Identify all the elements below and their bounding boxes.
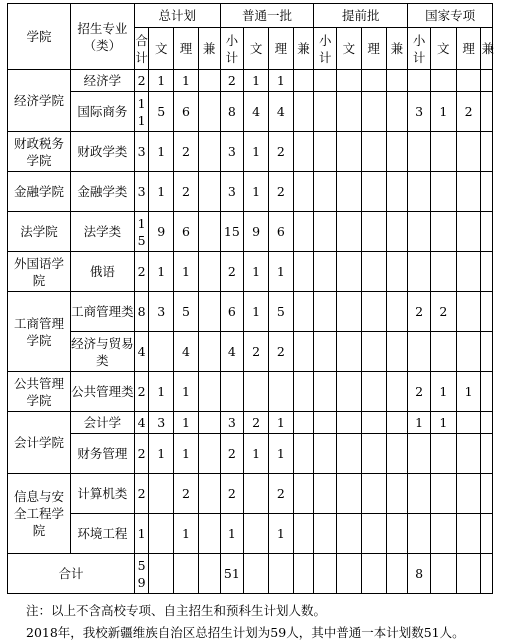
value-cell bbox=[337, 372, 362, 412]
value-cell bbox=[293, 132, 314, 172]
value-cell: 2 bbox=[134, 434, 148, 474]
total-cell bbox=[244, 554, 269, 594]
college-cell: 工商管理学院 bbox=[8, 292, 71, 372]
value-cell: 5 bbox=[174, 292, 199, 332]
total-cell: 59 bbox=[134, 554, 148, 594]
value-cell bbox=[481, 92, 493, 132]
value-cell: 9 bbox=[149, 212, 174, 252]
value-cell bbox=[198, 474, 220, 514]
value-cell bbox=[481, 514, 493, 554]
value-cell bbox=[293, 474, 314, 514]
value-cell bbox=[481, 70, 493, 92]
value-cell bbox=[293, 332, 314, 372]
value-cell bbox=[361, 434, 386, 474]
total-cell bbox=[149, 554, 174, 594]
value-cell bbox=[386, 372, 408, 412]
value-cell bbox=[361, 212, 386, 252]
value-cell: 2 bbox=[268, 474, 293, 514]
total-cell bbox=[174, 554, 199, 594]
table-row bbox=[8, 514, 493, 554]
value-cell bbox=[198, 132, 220, 172]
value-cell: 9 bbox=[244, 212, 269, 252]
value-cell bbox=[314, 172, 337, 212]
value-cell bbox=[481, 474, 493, 514]
value-cell bbox=[481, 434, 493, 474]
value-cell: 1 bbox=[149, 172, 174, 212]
value-cell: 15 bbox=[134, 212, 148, 252]
value-cell: 2 bbox=[408, 292, 431, 332]
value-cell: 1 bbox=[430, 92, 456, 132]
value-cell: 1 bbox=[174, 70, 199, 92]
value-cell bbox=[198, 412, 220, 434]
table-row bbox=[8, 70, 493, 92]
table-row bbox=[8, 434, 493, 474]
notes bbox=[4, 600, 504, 644]
header-sub: 文 bbox=[244, 28, 269, 70]
major-cell: 计算机类 bbox=[70, 474, 134, 514]
header-sub: 兼 bbox=[481, 28, 493, 70]
header-college: 学院 bbox=[8, 4, 71, 70]
header-sub: 理 bbox=[174, 28, 199, 70]
value-cell bbox=[314, 70, 337, 92]
value-cell bbox=[149, 474, 174, 514]
value-cell bbox=[337, 132, 362, 172]
value-cell bbox=[430, 252, 456, 292]
major-cell: 环境工程 bbox=[70, 514, 134, 554]
value-cell bbox=[430, 514, 456, 554]
value-cell: 6 bbox=[268, 212, 293, 252]
college-cell: 金融学院 bbox=[8, 172, 71, 212]
value-cell bbox=[386, 412, 408, 434]
header-sub: 文 bbox=[149, 28, 174, 70]
value-cell bbox=[456, 132, 481, 172]
value-cell: 3 bbox=[220, 172, 244, 212]
value-cell: 1 bbox=[149, 252, 174, 292]
value-cell bbox=[198, 332, 220, 372]
major-cell: 财务管理 bbox=[70, 434, 134, 474]
value-cell bbox=[337, 514, 362, 554]
header-major: 招生专业（类） bbox=[70, 4, 134, 70]
value-cell: 1 bbox=[456, 372, 481, 412]
value-cell: 6 bbox=[220, 292, 244, 332]
value-cell bbox=[361, 92, 386, 132]
value-cell: 1 bbox=[268, 514, 293, 554]
value-cell bbox=[361, 332, 386, 372]
value-cell bbox=[198, 70, 220, 92]
value-cell bbox=[314, 132, 337, 172]
value-cell: 11 bbox=[134, 92, 148, 132]
header-group: 提前批 bbox=[314, 4, 408, 28]
college-cell: 信息与安全工程学院 bbox=[8, 474, 71, 554]
header-group: 总计划 bbox=[134, 4, 220, 28]
value-cell bbox=[293, 514, 314, 554]
total-cell bbox=[386, 554, 408, 594]
header-sub: 理 bbox=[361, 28, 386, 70]
value-cell: 1 bbox=[268, 70, 293, 92]
value-cell bbox=[430, 434, 456, 474]
header-group: 普通一批 bbox=[220, 4, 314, 28]
value-cell: 1 bbox=[408, 412, 431, 434]
college-cell: 外国语学院 bbox=[8, 252, 71, 292]
total-cell bbox=[198, 554, 220, 594]
header-sub: 兼 bbox=[293, 28, 314, 70]
value-cell: 3 bbox=[149, 292, 174, 332]
value-cell bbox=[386, 132, 408, 172]
value-cell: 2 bbox=[134, 372, 148, 412]
value-cell bbox=[361, 372, 386, 412]
value-cell bbox=[198, 514, 220, 554]
value-cell bbox=[481, 412, 493, 434]
value-cell bbox=[293, 372, 314, 412]
value-cell: 8 bbox=[134, 292, 148, 332]
enrollment-plan-table bbox=[7, 3, 493, 594]
major-cell: 公共管理类 bbox=[70, 372, 134, 412]
total-cell: 8 bbox=[408, 554, 431, 594]
value-cell bbox=[361, 292, 386, 332]
major-cell: 会计学 bbox=[70, 412, 134, 434]
header-sub: 兼 bbox=[386, 28, 408, 70]
value-cell bbox=[293, 212, 314, 252]
value-cell bbox=[481, 332, 493, 372]
value-cell bbox=[456, 514, 481, 554]
value-cell bbox=[361, 252, 386, 292]
total-cell bbox=[314, 554, 337, 594]
table-row bbox=[8, 172, 493, 212]
value-cell bbox=[386, 332, 408, 372]
table-row bbox=[8, 332, 493, 372]
value-cell bbox=[361, 474, 386, 514]
total-cell bbox=[268, 554, 293, 594]
value-cell: 4 bbox=[174, 332, 199, 372]
value-cell bbox=[481, 372, 493, 412]
value-cell bbox=[314, 212, 337, 252]
value-cell bbox=[430, 332, 456, 372]
value-cell bbox=[386, 172, 408, 212]
value-cell bbox=[314, 92, 337, 132]
value-cell: 1 bbox=[174, 372, 199, 412]
value-cell: 2 bbox=[430, 292, 456, 332]
value-cell: 1 bbox=[244, 172, 269, 212]
value-cell bbox=[198, 372, 220, 412]
value-cell: 6 bbox=[174, 212, 199, 252]
value-cell bbox=[408, 332, 431, 372]
header-sub: 理 bbox=[456, 28, 481, 70]
value-cell: 1 bbox=[174, 252, 199, 292]
header-row bbox=[8, 4, 493, 28]
value-cell bbox=[481, 252, 493, 292]
value-cell bbox=[198, 92, 220, 132]
table-row bbox=[8, 92, 493, 132]
value-cell: 1 bbox=[149, 372, 174, 412]
value-cell bbox=[408, 70, 431, 92]
major-cell: 金融学类 bbox=[70, 172, 134, 212]
total-cell bbox=[456, 554, 481, 594]
total-cell bbox=[481, 554, 493, 594]
value-cell: 4 bbox=[220, 332, 244, 372]
college-cell: 公共管理学院 bbox=[8, 372, 71, 412]
value-cell: 1 bbox=[174, 412, 199, 434]
value-cell bbox=[386, 292, 408, 332]
value-cell: 1 bbox=[149, 434, 174, 474]
value-cell: 2 bbox=[220, 252, 244, 292]
value-cell bbox=[481, 172, 493, 212]
value-cell bbox=[361, 132, 386, 172]
value-cell bbox=[244, 514, 269, 554]
value-cell bbox=[293, 252, 314, 292]
value-cell: 2 bbox=[174, 132, 199, 172]
value-cell bbox=[198, 212, 220, 252]
value-cell bbox=[361, 172, 386, 212]
value-cell bbox=[198, 292, 220, 332]
value-cell bbox=[386, 92, 408, 132]
value-cell: 2 bbox=[134, 70, 148, 92]
table-row bbox=[8, 372, 493, 412]
value-cell: 1 bbox=[244, 132, 269, 172]
value-cell: 2 bbox=[268, 332, 293, 372]
value-cell bbox=[456, 212, 481, 252]
value-cell bbox=[337, 252, 362, 292]
value-cell: 2 bbox=[268, 132, 293, 172]
value-cell bbox=[386, 212, 408, 252]
value-cell bbox=[293, 92, 314, 132]
value-cell bbox=[149, 514, 174, 554]
value-cell bbox=[386, 474, 408, 514]
value-cell bbox=[337, 332, 362, 372]
value-cell bbox=[198, 252, 220, 292]
value-cell bbox=[293, 70, 314, 92]
value-cell bbox=[386, 514, 408, 554]
value-cell bbox=[481, 212, 493, 252]
value-cell bbox=[408, 252, 431, 292]
value-cell: 2 bbox=[408, 372, 431, 412]
value-cell: 3 bbox=[134, 172, 148, 212]
value-cell bbox=[314, 332, 337, 372]
header-sub: 小计 bbox=[408, 28, 431, 70]
value-cell: 3 bbox=[134, 132, 148, 172]
value-cell: 1 bbox=[244, 70, 269, 92]
value-cell bbox=[337, 434, 362, 474]
major-cell: 经济与贸易类 bbox=[70, 332, 134, 372]
table-row bbox=[8, 212, 493, 252]
value-cell bbox=[198, 172, 220, 212]
value-cell bbox=[481, 132, 493, 172]
value-cell: 1 bbox=[430, 412, 456, 434]
value-cell bbox=[456, 412, 481, 434]
value-cell: 1 bbox=[244, 252, 269, 292]
value-cell: 2 bbox=[174, 172, 199, 212]
value-cell bbox=[481, 292, 493, 332]
value-cell bbox=[361, 70, 386, 92]
college-cell: 经济学院 bbox=[8, 70, 71, 132]
value-cell bbox=[456, 252, 481, 292]
total-cell bbox=[361, 554, 386, 594]
value-cell: 2 bbox=[220, 434, 244, 474]
value-cell bbox=[337, 172, 362, 212]
value-cell: 2 bbox=[244, 332, 269, 372]
value-cell bbox=[408, 434, 431, 474]
value-cell bbox=[198, 434, 220, 474]
value-cell bbox=[408, 132, 431, 172]
value-cell bbox=[337, 474, 362, 514]
value-cell bbox=[386, 70, 408, 92]
table-row bbox=[8, 474, 493, 514]
value-cell bbox=[386, 252, 408, 292]
value-cell: 3 bbox=[149, 412, 174, 434]
value-cell bbox=[293, 412, 314, 434]
value-cell: 2 bbox=[244, 412, 269, 434]
value-cell: 1 bbox=[174, 434, 199, 474]
total-cell bbox=[430, 554, 456, 594]
value-cell bbox=[408, 172, 431, 212]
value-cell bbox=[314, 412, 337, 434]
note-exclusions: 注：以上不含高校专项、自主招生和预科生计划人数。 bbox=[26, 603, 327, 618]
header-sub: 文 bbox=[430, 28, 456, 70]
value-cell bbox=[337, 70, 362, 92]
header-sub: 文 bbox=[337, 28, 362, 70]
value-cell: 1 bbox=[174, 514, 199, 554]
value-cell bbox=[314, 474, 337, 514]
value-cell: 8 bbox=[220, 92, 244, 132]
value-cell bbox=[314, 252, 337, 292]
value-cell bbox=[361, 514, 386, 554]
value-cell bbox=[408, 514, 431, 554]
value-cell bbox=[408, 212, 431, 252]
value-cell: 2 bbox=[220, 70, 244, 92]
value-cell: 3 bbox=[220, 132, 244, 172]
note-summary: 2018年，我校新疆维族自治区总招生计划为59人，其中普通一本计划数51人。 bbox=[26, 625, 465, 640]
value-cell: 1 bbox=[430, 372, 456, 412]
value-cell: 1 bbox=[244, 292, 269, 332]
value-cell bbox=[430, 132, 456, 172]
value-cell bbox=[408, 474, 431, 514]
total-cell bbox=[293, 554, 314, 594]
value-cell: 4 bbox=[244, 92, 269, 132]
major-cell: 工商管理类 bbox=[70, 292, 134, 332]
header-sub: 小计 bbox=[314, 28, 337, 70]
value-cell bbox=[314, 514, 337, 554]
value-cell: 3 bbox=[220, 412, 244, 434]
value-cell: 1 bbox=[268, 434, 293, 474]
value-cell: 4 bbox=[268, 92, 293, 132]
total-cell bbox=[337, 554, 362, 594]
major-cell: 俄语 bbox=[70, 252, 134, 292]
value-cell bbox=[430, 212, 456, 252]
value-cell: 1 bbox=[268, 252, 293, 292]
value-cell: 1 bbox=[149, 132, 174, 172]
value-cell bbox=[430, 172, 456, 212]
value-cell: 3 bbox=[408, 92, 431, 132]
value-cell: 2 bbox=[456, 92, 481, 132]
value-cell bbox=[456, 332, 481, 372]
value-cell bbox=[337, 412, 362, 434]
value-cell: 4 bbox=[134, 332, 148, 372]
value-cell: 4 bbox=[134, 412, 148, 434]
value-cell: 15 bbox=[220, 212, 244, 252]
value-cell bbox=[314, 372, 337, 412]
value-cell: 2 bbox=[174, 474, 199, 514]
major-cell: 财政学类 bbox=[70, 132, 134, 172]
value-cell: 5 bbox=[268, 292, 293, 332]
table-row bbox=[8, 292, 493, 332]
value-cell: 2 bbox=[220, 474, 244, 514]
major-cell: 经济学 bbox=[70, 70, 134, 92]
header-sub: 理 bbox=[268, 28, 293, 70]
value-cell bbox=[314, 292, 337, 332]
value-cell bbox=[456, 474, 481, 514]
value-cell bbox=[337, 212, 362, 252]
value-cell bbox=[149, 332, 174, 372]
value-cell bbox=[456, 70, 481, 92]
total-row bbox=[8, 554, 493, 594]
value-cell bbox=[268, 372, 293, 412]
header-group: 国家专项 bbox=[408, 4, 493, 28]
value-cell bbox=[293, 292, 314, 332]
value-cell: 6 bbox=[174, 92, 199, 132]
value-cell bbox=[361, 412, 386, 434]
header-sub: 合计 bbox=[134, 28, 148, 70]
table-row bbox=[8, 252, 493, 292]
table-row bbox=[8, 412, 493, 434]
value-cell bbox=[244, 474, 269, 514]
value-cell bbox=[220, 372, 244, 412]
header-sub: 兼 bbox=[198, 28, 220, 70]
value-cell: 1 bbox=[220, 514, 244, 554]
value-cell: 1 bbox=[149, 70, 174, 92]
value-cell bbox=[430, 70, 456, 92]
major-cell: 法学类 bbox=[70, 212, 134, 252]
value-cell bbox=[337, 92, 362, 132]
value-cell bbox=[456, 434, 481, 474]
value-cell bbox=[293, 434, 314, 474]
value-cell bbox=[456, 172, 481, 212]
value-cell: 1 bbox=[134, 514, 148, 554]
value-cell bbox=[456, 292, 481, 332]
major-cell: 国际商务 bbox=[70, 92, 134, 132]
header-sub: 小计 bbox=[220, 28, 244, 70]
value-cell: 5 bbox=[149, 92, 174, 132]
value-cell bbox=[293, 172, 314, 212]
value-cell bbox=[430, 474, 456, 514]
value-cell: 2 bbox=[134, 474, 148, 514]
value-cell: 2 bbox=[134, 252, 148, 292]
value-cell: 1 bbox=[244, 434, 269, 474]
total-cell: 51 bbox=[220, 554, 244, 594]
value-cell bbox=[314, 434, 337, 474]
college-cell: 会计学院 bbox=[8, 412, 71, 474]
value-cell bbox=[244, 372, 269, 412]
value-cell bbox=[337, 292, 362, 332]
value-cell: 1 bbox=[268, 412, 293, 434]
total-label: 合计 bbox=[8, 554, 135, 594]
table-row bbox=[8, 132, 493, 172]
college-cell: 财政税务学院 bbox=[8, 132, 71, 172]
college-cell: 法学院 bbox=[8, 212, 71, 252]
value-cell bbox=[386, 434, 408, 474]
value-cell: 2 bbox=[268, 172, 293, 212]
